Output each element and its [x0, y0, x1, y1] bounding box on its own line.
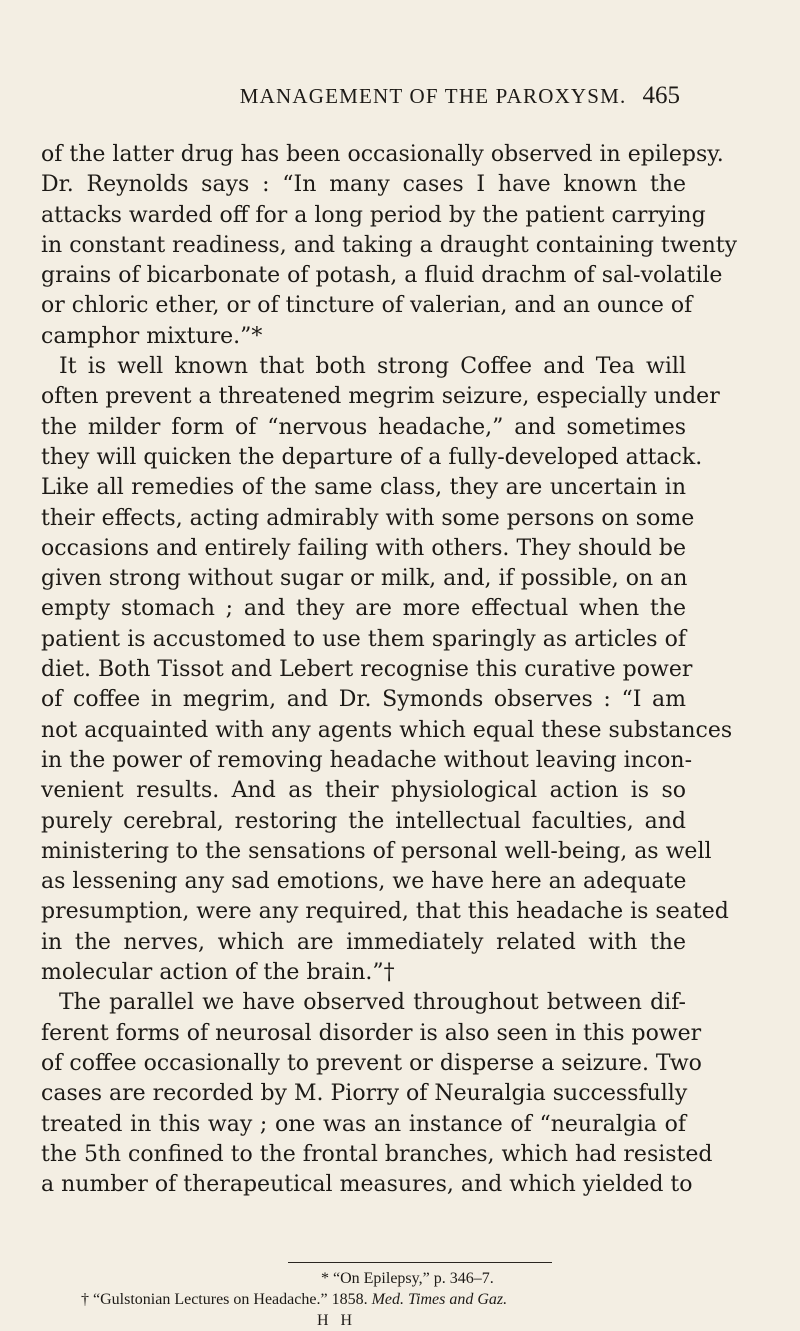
footnote-2-journal: Med. Times and Gaz. — [371, 1291, 508, 1308]
text-line: Dr. Reynolds says : “In many cases I have known the — [41, 172, 686, 198]
text-line: in the power of removing headache without leaving incon- — [41, 747, 693, 773]
text-line: camphor mixture.”* — [41, 323, 263, 349]
text-line: in the nerves, which are immediately related with the — [41, 929, 686, 955]
text-line: a number of therapeutical measures, and which yielded to — [41, 1172, 693, 1198]
text-line: of coffee in megrim, and Dr. Symonds observes : “I am — [41, 687, 686, 713]
text-line: Like all remedies of the same class, they are uncertain in — [41, 475, 686, 501]
text-line: grains of bicarbonate of potash, a fluid drachm of sal-volatile — [41, 263, 723, 289]
footnote-divider — [288, 1262, 552, 1263]
footnote-1: * “On Epilepsy,” p. 346–7. — [321, 1270, 494, 1287]
footnote-2 — [41, 1289, 686, 1310]
text-line: often prevent a threatened megrim seizure, especially under — [41, 384, 720, 410]
text-line: or chloric ether, or of tincture of valerian, and an ounce of — [41, 293, 693, 319]
text-line: they will quicken the departure of a fully-developed attack. — [41, 444, 703, 470]
signature-mark: H H — [317, 1312, 357, 1329]
text-line: purely cerebral, restoring the intellectual faculties, and — [41, 808, 686, 834]
text-line: empty stomach ; and they are more effectual when the — [41, 596, 686, 622]
page-number: 465 — [642, 82, 680, 109]
text-line: molecular action of the brain.”† — [41, 960, 395, 986]
text-line: as lessening any sad emotions, we have here an adequate — [41, 869, 687, 895]
text-line: ministering to the sensations of personal well-being, as well — [41, 838, 712, 864]
text-line: cases are recorded by M. Piorry of Neuralgia successfully — [41, 1081, 688, 1107]
text-line: of the latter drug has been occasionally observed in epilepsy. — [41, 142, 724, 167]
text-line: attacks warded off for a long period by the patient carrying — [41, 202, 706, 228]
text-line: occasions and entirely failing with others. They should be — [41, 535, 686, 561]
text-line: of coffee occasionally to prevent or disperse a seizure. Two — [41, 1050, 702, 1076]
text-line: diet. Both Tissot and Lebert recognise this curative power — [41, 657, 693, 683]
running-head-title: MANAGEMENT OF THE PAROXYSM. — [239, 84, 627, 108]
text-line: venient results. And as their physiological action is so — [41, 778, 686, 804]
text-line: The parallel we have observed throughout between dif- — [59, 990, 686, 1016]
body-text — [41, 140, 738, 1200]
text-line: not acquainted with any agents which equal these substances — [41, 717, 733, 743]
text-line: their effects, acting admirably with some persons on some — [41, 505, 695, 531]
running-head — [140, 82, 680, 110]
text-line: in constant readiness, and taking a draught containing twenty — [41, 232, 738, 258]
text-line: treated in this way ; one was an instance of “neuralgia of — [41, 1111, 686, 1137]
text-line: ferent forms of neurosal disorder is also seen in this power — [41, 1020, 702, 1046]
text-line: patient is accustomed to use them sparingly as articles of — [41, 626, 686, 652]
text-line: It is well known that both strong Coffee and Tea will — [59, 354, 686, 380]
text-line: presumption, were any required, that this headache is seated — [41, 899, 729, 925]
footnote-2-text: † “Gulstonian Lectures on Headache.” 1858. — [81, 1291, 368, 1308]
text-line: given strong without sugar or milk, and, if possible, on an — [41, 566, 688, 592]
footnotes — [41, 1268, 686, 1331]
text-line: the 5th confined to the frontal branches, which had resisted — [41, 1141, 713, 1167]
text-line: the milder form of “nervous headache,” and sometimes — [41, 414, 686, 440]
